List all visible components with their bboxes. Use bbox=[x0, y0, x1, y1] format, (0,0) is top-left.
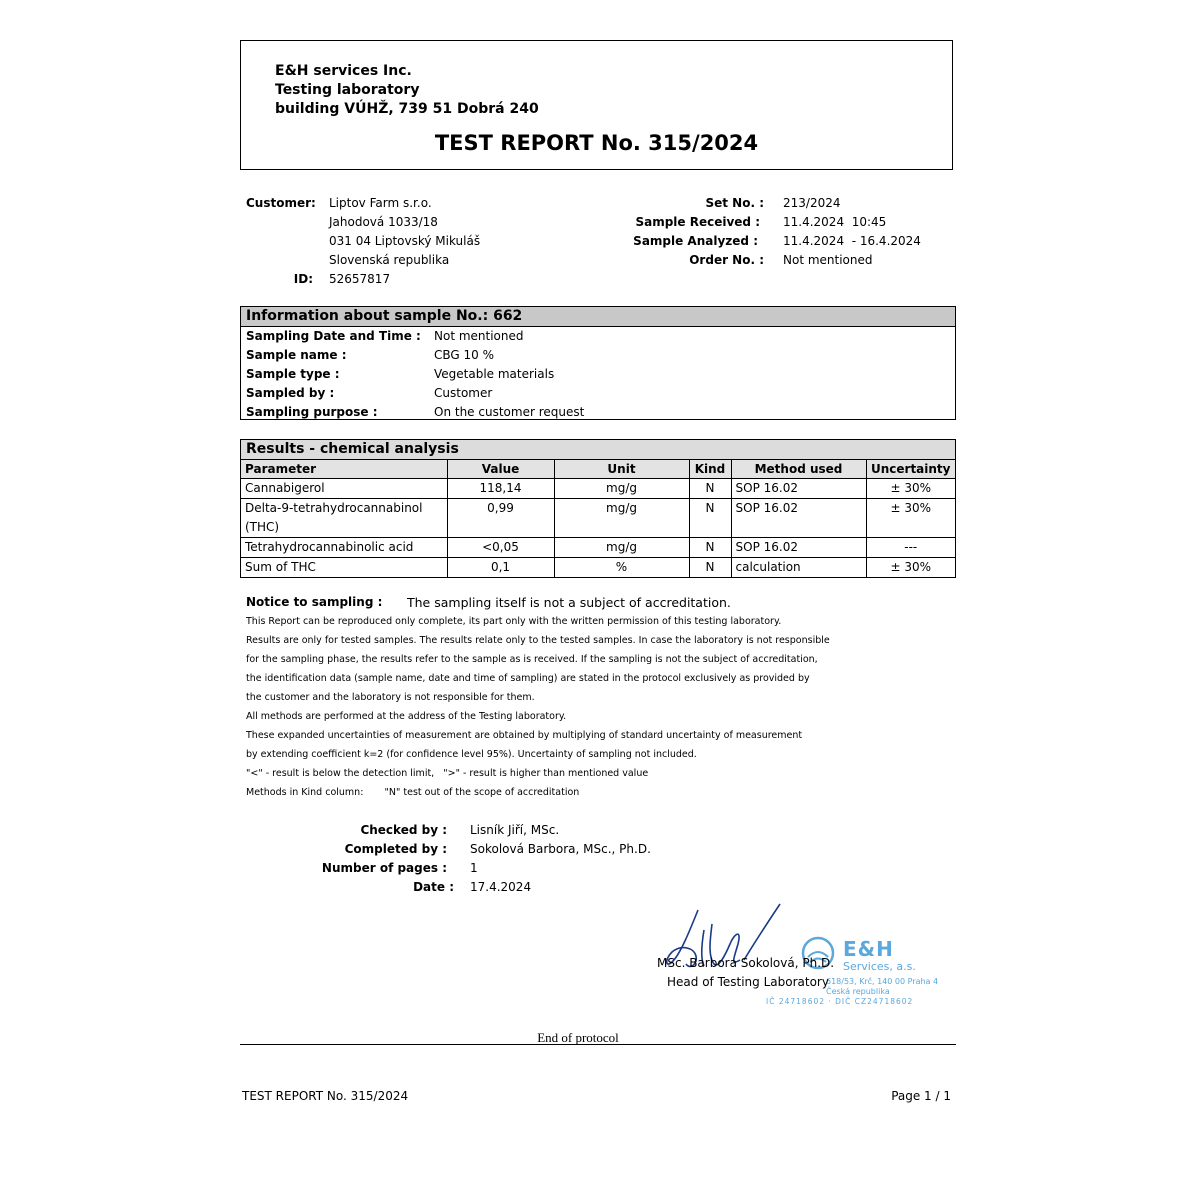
sample-analyzed-label: Sample Analyzed : bbox=[633, 234, 758, 248]
cell-unit: mg/g bbox=[554, 538, 689, 558]
cell-method: SOP 16.02 bbox=[731, 538, 866, 558]
cell-method: calculation bbox=[731, 558, 866, 578]
cell-method: SOP 16.02 bbox=[731, 479, 866, 499]
cell-uncertainty: --- bbox=[866, 538, 955, 558]
lab-address: building VÚHŽ, 739 51 Dobrá 240 bbox=[275, 101, 539, 117]
results-box bbox=[240, 439, 956, 578]
set-no-label: Set No. : bbox=[705, 196, 764, 210]
cell-unit: mg/g bbox=[554, 499, 689, 538]
info-value: Vegetable materials bbox=[434, 367, 555, 381]
col-parameter: Parameter bbox=[241, 460, 447, 479]
stamp-subtitle: Services, a.s. bbox=[843, 960, 916, 973]
col-kind: Kind bbox=[689, 460, 731, 479]
note-line: the customer and the laboratory is not responsible for them. bbox=[246, 692, 535, 703]
stamp-line1: 618/53, Krč, 140 00 Praha 4 bbox=[826, 977, 939, 986]
cell-parameter: Sum of THC bbox=[241, 558, 447, 578]
cell-unit: mg/g bbox=[554, 479, 689, 499]
table-row bbox=[241, 499, 955, 538]
customer-street: Jahodová 1033/18 bbox=[329, 215, 438, 229]
report-title: TEST REPORT No. 315/2024 bbox=[434, 131, 759, 155]
order-no-value: Not mentioned bbox=[783, 253, 873, 267]
info-label: Sampling purpose : bbox=[246, 405, 378, 419]
col-method: Method used bbox=[731, 460, 866, 479]
set-no-value: 213/2024 bbox=[783, 196, 841, 210]
date-value: 17.4.2024 bbox=[470, 880, 532, 894]
info-value: Customer bbox=[434, 386, 493, 400]
results-header-row bbox=[241, 460, 955, 479]
note-line: "<" - result is below the detection limit, ">" - result is higher than mentioned value bbox=[246, 768, 649, 779]
info-value: CBG 10 % bbox=[434, 348, 494, 362]
cell-kind: N bbox=[689, 538, 731, 558]
col-uncertainty: Uncertainty bbox=[866, 460, 955, 479]
cell-kind: N bbox=[689, 499, 731, 538]
customer-country: Slovenská republika bbox=[329, 253, 450, 267]
note-line: These expanded uncertainties of measurement are obtained by multiplying of standard uncertainty of measurement bbox=[246, 730, 803, 741]
notice-text: The sampling itself is not a subject of accreditation. bbox=[407, 595, 731, 610]
info-row bbox=[241, 346, 955, 365]
note-line: All methods are performed at the address of the Testing laboratory. bbox=[246, 711, 567, 722]
completed-by-label: Completed by : bbox=[344, 842, 447, 856]
sample-analyzed-value: 11.4.2024 - 16.4.2024 bbox=[783, 234, 921, 248]
end-divider bbox=[240, 1044, 956, 1045]
cell-uncertainty: ± 30% bbox=[866, 479, 955, 499]
date-label: Date : bbox=[413, 880, 454, 894]
sample-received-label: Sample Received : bbox=[635, 215, 760, 229]
order-no-label: Order No. : bbox=[689, 253, 764, 267]
stamp-line3: IČ 24718602 · DIČ CZ24718602 bbox=[766, 997, 914, 1006]
report-header-box bbox=[240, 40, 953, 170]
info-value: Not mentioned bbox=[434, 329, 524, 343]
stamp-title: E&H bbox=[843, 937, 894, 961]
info-row bbox=[241, 403, 955, 422]
col-value: Value bbox=[447, 460, 554, 479]
cell-method: SOP 16.02 bbox=[731, 499, 866, 538]
note-line: Methods in Kind column: "N" test out of the scope of accreditation bbox=[246, 787, 580, 798]
sample-info-heading: Information about sample No.: 662 bbox=[241, 307, 955, 327]
customer-label: Customer: bbox=[246, 196, 316, 210]
table-row bbox=[241, 479, 955, 499]
stamp-line2: Česká republika bbox=[826, 987, 890, 996]
cell-value: 0,99 bbox=[447, 499, 554, 538]
sample-info-box bbox=[240, 306, 956, 420]
note-line: This Report can be reproduced only complete, its part only with the written permission of this testing laboratory. bbox=[246, 616, 782, 627]
info-row bbox=[241, 365, 955, 384]
signatory-name: MSc. Barbora Sokolová, Ph.D. bbox=[657, 956, 835, 970]
cell-value: 118,14 bbox=[447, 479, 554, 499]
col-unit: Unit bbox=[554, 460, 689, 479]
notes-block bbox=[246, 612, 946, 802]
footer-report-no: TEST REPORT No. 315/2024 bbox=[242, 1089, 409, 1103]
info-label: Sample type : bbox=[246, 367, 340, 381]
info-label: Sampled by : bbox=[246, 386, 335, 400]
checked-by-label: Checked by : bbox=[360, 823, 447, 837]
info-label: Sampling Date and Time : bbox=[246, 329, 421, 343]
completed-by-value: Sokolová Barbora, MSc., Ph.D. bbox=[470, 842, 651, 856]
results-table bbox=[241, 460, 955, 577]
customer-id-label: ID: bbox=[293, 272, 313, 286]
footer-page-number: Page 1 / 1 bbox=[891, 1089, 951, 1103]
notice-label: Notice to sampling : bbox=[246, 595, 383, 609]
note-line: the identification data (sample name, date and time of sampling) are stated in the protocol exclusively as provided by bbox=[246, 673, 810, 684]
info-row bbox=[241, 384, 955, 403]
pages-label: Number of pages : bbox=[321, 861, 447, 875]
note-line: Results are only for tested samples. The results relate only to the tested samples. In case the laboratory is not responsible bbox=[246, 635, 830, 646]
results-heading: Results - chemical analysis bbox=[241, 440, 955, 460]
note-line: by extending coefficient k=2 (for confidence level 95%). Uncertainty of sampling not included. bbox=[246, 749, 697, 760]
end-of-protocol: End of protocol bbox=[537, 1030, 619, 1045]
sample-received-value: 11.4.2024 10:45 bbox=[783, 215, 887, 229]
info-label: Sample name : bbox=[246, 348, 347, 362]
cell-uncertainty: ± 30% bbox=[866, 558, 955, 578]
cell-parameter: Tetrahydrocannabinolic acid bbox=[241, 538, 447, 558]
lab-name: E&H services Inc. bbox=[275, 63, 412, 79]
info-row bbox=[241, 327, 955, 346]
cell-kind: N bbox=[689, 479, 731, 499]
cell-kind: N bbox=[689, 558, 731, 578]
lab-department: Testing laboratory bbox=[275, 82, 420, 98]
note-line: for the sampling phase, the results refer to the sample as is received. If the sampling is not the subject of accreditation, bbox=[246, 654, 818, 665]
table-row bbox=[241, 538, 955, 558]
cell-unit: % bbox=[554, 558, 689, 578]
table-row bbox=[241, 558, 955, 578]
customer-name: Liptov Farm s.r.o. bbox=[329, 196, 432, 210]
customer-city: 031 04 Liptovský Mikuláš bbox=[329, 234, 481, 248]
cell-parameter: Cannabigerol bbox=[241, 479, 447, 499]
cell-value: <0,05 bbox=[447, 538, 554, 558]
customer-id-value: 52657817 bbox=[329, 272, 391, 286]
cell-uncertainty: ± 30% bbox=[866, 499, 955, 538]
cell-parameter: Delta-9-tetrahydrocannabinol (THC) bbox=[241, 499, 447, 538]
checked-by-value: Lisník Jiří, MSc. bbox=[470, 823, 560, 837]
signatory-role: Head of Testing Laboratory bbox=[667, 975, 829, 989]
pages-value: 1 bbox=[470, 861, 478, 875]
info-value: On the customer request bbox=[434, 405, 585, 419]
cell-value: 0,1 bbox=[447, 558, 554, 578]
